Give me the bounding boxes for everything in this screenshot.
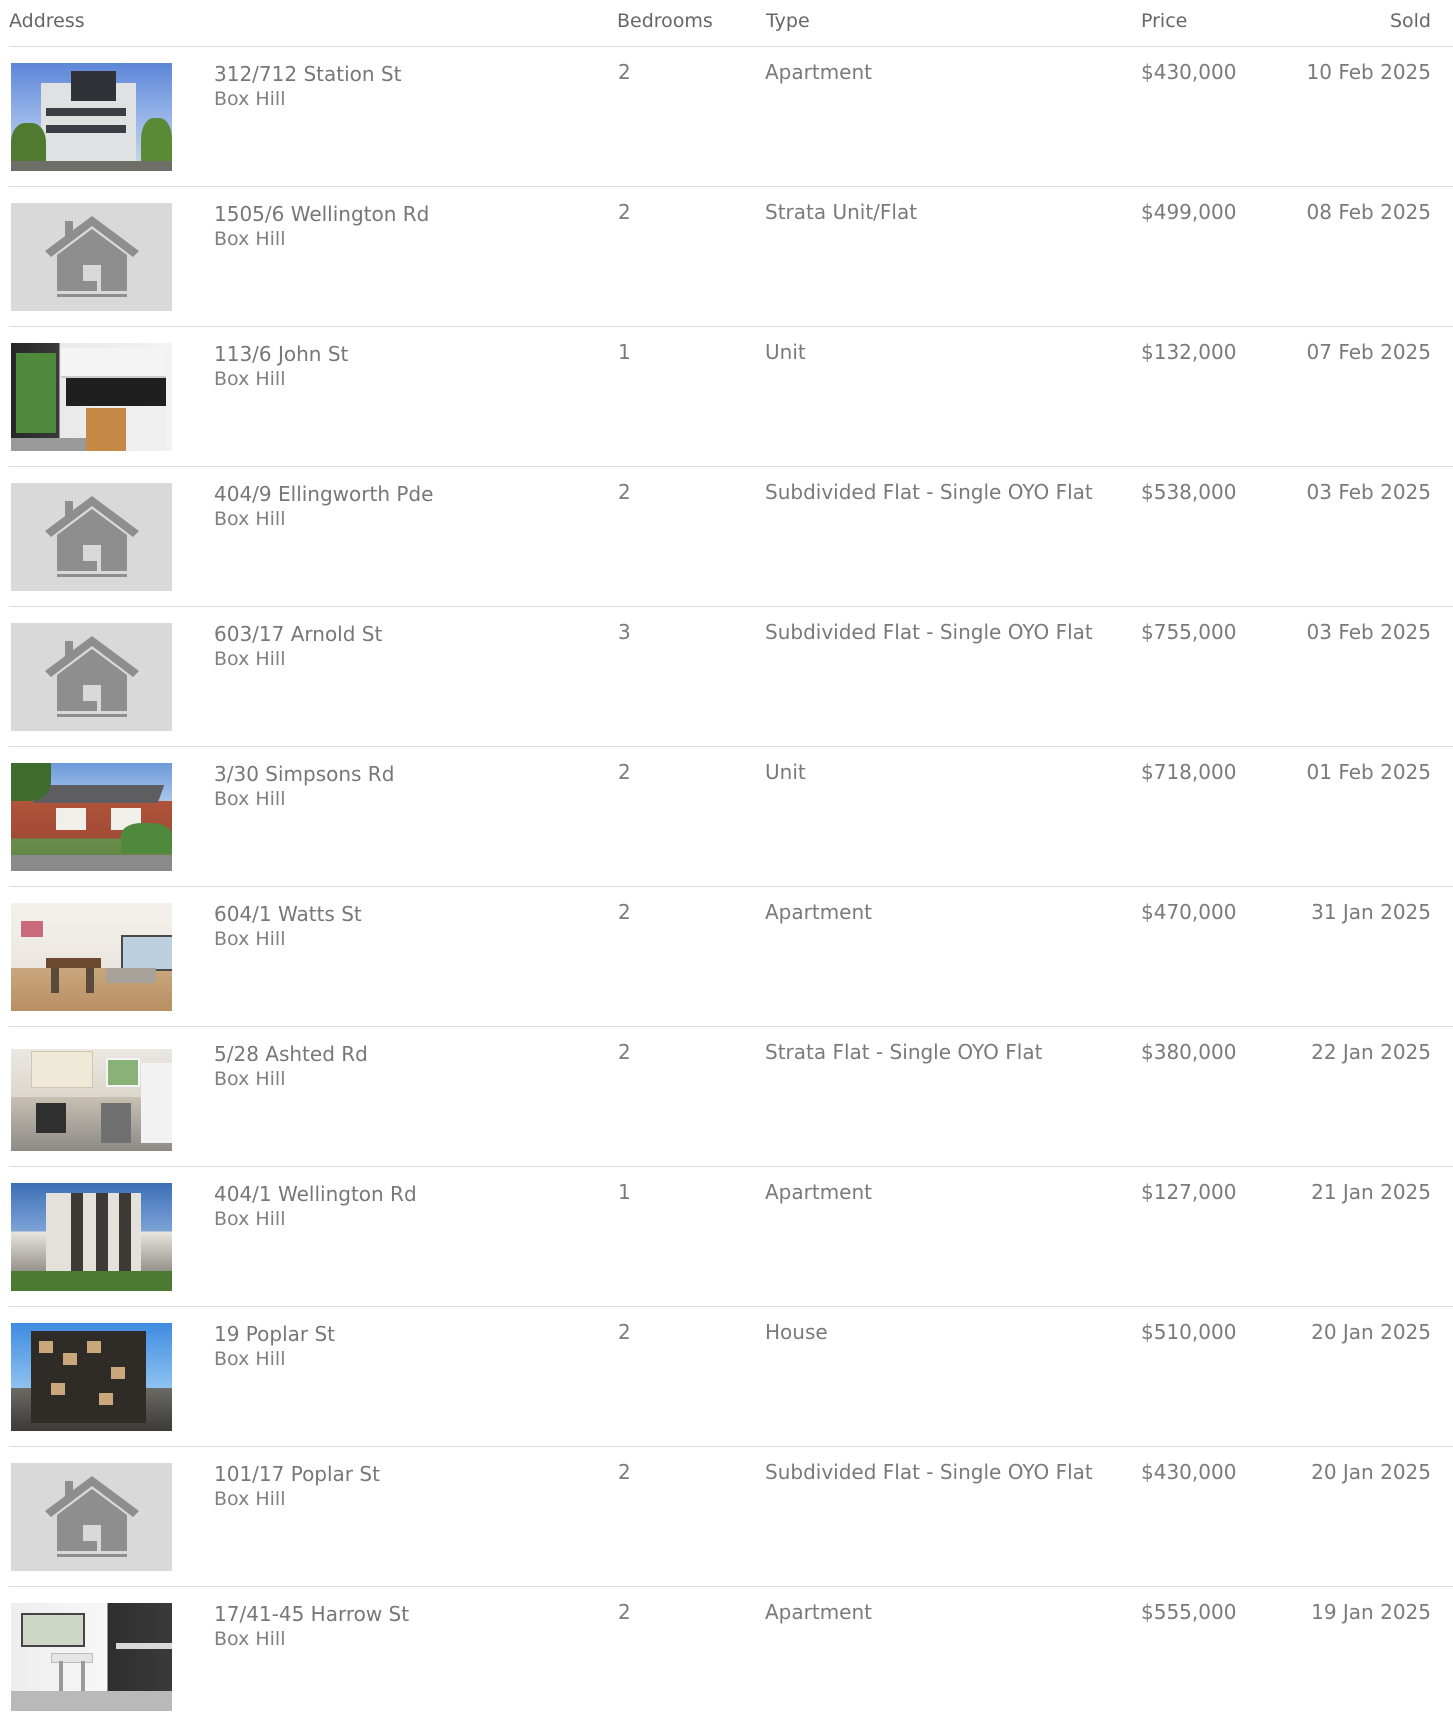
property-type: Unit — [765, 760, 806, 784]
property-address[interactable]: 3/30 Simpsons Rd — [214, 762, 395, 786]
sale-price: $538,000 — [1141, 480, 1237, 504]
bedrooms-value: 1 — [618, 1180, 631, 1204]
property-type: Apartment — [765, 1180, 873, 1204]
bedrooms-value: 2 — [618, 900, 631, 924]
property-thumbnail[interactable] — [11, 903, 172, 1011]
table-row[interactable] — [9, 1027, 1453, 1167]
property-address[interactable]: 17/41-45 Harrow St — [214, 1602, 410, 1626]
sale-price: $132,000 — [1141, 340, 1237, 364]
bedrooms-value: 1 — [618, 340, 631, 364]
table-row[interactable] — [9, 1447, 1453, 1587]
table-row[interactable] — [9, 747, 1453, 887]
sale-price: $718,000 — [1141, 760, 1237, 784]
sold-date: 31 Jan 2025 — [1311, 900, 1431, 924]
sold-date: 20 Jan 2025 — [1311, 1460, 1431, 1484]
property-thumbnail[interactable] — [11, 1323, 172, 1431]
sold-date: 20 Jan 2025 — [1311, 1320, 1431, 1344]
sold-date: 21 Jan 2025 — [1311, 1180, 1431, 1204]
property-address[interactable]: 1505/6 Wellington Rd — [214, 202, 430, 226]
table-row[interactable] — [9, 467, 1453, 607]
property-type: House — [765, 1320, 828, 1344]
property-thumbnail[interactable] — [11, 63, 172, 171]
column-header-address[interactable]: Address — [9, 10, 85, 32]
table-row[interactable] — [9, 887, 1453, 1027]
column-header-price[interactable]: Price — [1141, 10, 1188, 32]
table-header — [9, 0, 1453, 47]
house-placeholder-icon[interactable] — [11, 483, 172, 591]
property-address[interactable]: 312/712 Station St — [214, 62, 402, 86]
table-row[interactable] — [9, 327, 1453, 467]
property-suburb: Box Hill — [214, 1628, 286, 1650]
column-header-type[interactable]: Type — [766, 10, 810, 32]
property-address[interactable]: 604/1 Watts St — [214, 902, 362, 926]
bedrooms-value: 2 — [618, 1460, 631, 1484]
sold-date: 22 Jan 2025 — [1311, 1040, 1431, 1064]
property-address[interactable]: 5/28 Ashted Rd — [214, 1042, 368, 1066]
property-type: Strata Flat - Single OYO Flat — [765, 1040, 1043, 1064]
bedrooms-value: 3 — [618, 620, 631, 644]
bedrooms-value: 2 — [618, 60, 631, 84]
sale-price: $510,000 — [1141, 1320, 1237, 1344]
house-placeholder-icon[interactable] — [11, 1463, 172, 1571]
house-placeholder-icon[interactable] — [11, 203, 172, 311]
sale-price: $499,000 — [1141, 200, 1237, 224]
property-type: Apartment — [765, 1600, 873, 1624]
sale-price: $430,000 — [1141, 60, 1237, 84]
property-address[interactable]: 404/1 Wellington Rd — [214, 1182, 417, 1206]
bedrooms-value: 2 — [618, 480, 631, 504]
bedrooms-value: 2 — [618, 1320, 631, 1344]
table-row[interactable] — [9, 187, 1453, 327]
property-suburb: Box Hill — [214, 228, 286, 250]
property-type: Subdivided Flat - Single OYO Flat — [765, 1460, 1093, 1484]
house-placeholder-icon[interactable] — [11, 623, 172, 731]
sold-date: 03 Feb 2025 — [1306, 620, 1431, 644]
property-thumbnail[interactable] — [11, 763, 172, 871]
table-row[interactable] — [9, 1587, 1453, 1726]
property-suburb: Box Hill — [214, 1488, 286, 1510]
sold-date: 01 Feb 2025 — [1306, 760, 1431, 784]
table-row[interactable] — [9, 1167, 1453, 1307]
sold-date: 08 Feb 2025 — [1306, 200, 1431, 224]
property-suburb: Box Hill — [214, 1068, 286, 1090]
property-thumbnail[interactable] — [11, 1183, 172, 1291]
sale-price: $470,000 — [1141, 900, 1237, 924]
property-thumbnail[interactable] — [11, 1043, 172, 1151]
property-type: Unit — [765, 340, 806, 364]
property-suburb: Box Hill — [214, 368, 286, 390]
table-row[interactable] — [9, 607, 1453, 747]
property-suburb: Box Hill — [214, 88, 286, 110]
sale-price: $430,000 — [1141, 1460, 1237, 1484]
property-address[interactable]: 404/9 Ellingworth Pde — [214, 482, 434, 506]
property-address[interactable]: 113/6 John St — [214, 342, 349, 366]
column-header-bedrooms[interactable]: Bedrooms — [617, 10, 713, 32]
property-address[interactable]: 603/17 Arnold St — [214, 622, 383, 646]
property-address[interactable]: 19 Poplar St — [214, 1322, 336, 1346]
sale-price: $555,000 — [1141, 1600, 1237, 1624]
property-suburb: Box Hill — [214, 1208, 286, 1230]
property-suburb: Box Hill — [214, 928, 286, 950]
sale-price: $755,000 — [1141, 620, 1237, 644]
sale-price: $127,000 — [1141, 1180, 1237, 1204]
bedrooms-value: 2 — [618, 200, 631, 224]
bedrooms-value: 2 — [618, 760, 631, 784]
sold-date: 19 Jan 2025 — [1311, 1600, 1431, 1624]
property-type: Subdivided Flat - Single OYO Flat — [765, 620, 1093, 644]
table-row[interactable] — [9, 1307, 1453, 1447]
property-address[interactable]: 101/17 Poplar St — [214, 1462, 380, 1486]
bedrooms-value: 2 — [618, 1040, 631, 1064]
sold-date: 10 Feb 2025 — [1306, 60, 1431, 84]
property-suburb: Box Hill — [214, 788, 286, 810]
sale-price: $380,000 — [1141, 1040, 1237, 1064]
property-type: Apartment — [765, 900, 873, 924]
property-suburb: Box Hill — [214, 508, 286, 530]
property-suburb: Box Hill — [214, 648, 286, 670]
bedrooms-value: 2 — [618, 1600, 631, 1624]
property-type: Subdivided Flat - Single OYO Flat — [765, 480, 1093, 504]
sold-date: 03 Feb 2025 — [1306, 480, 1431, 504]
sold-date: 07 Feb 2025 — [1306, 340, 1431, 364]
property-thumbnail[interactable] — [11, 1603, 172, 1711]
sales-table — [9, 0, 1453, 1726]
property-type: Strata Unit/Flat — [765, 200, 918, 224]
property-suburb: Box Hill — [214, 1348, 286, 1370]
column-header-sold[interactable]: Sold — [1389, 10, 1431, 32]
table-row[interactable] — [9, 47, 1453, 187]
property-thumbnail[interactable] — [11, 343, 172, 451]
property-type: Apartment — [765, 60, 873, 84]
